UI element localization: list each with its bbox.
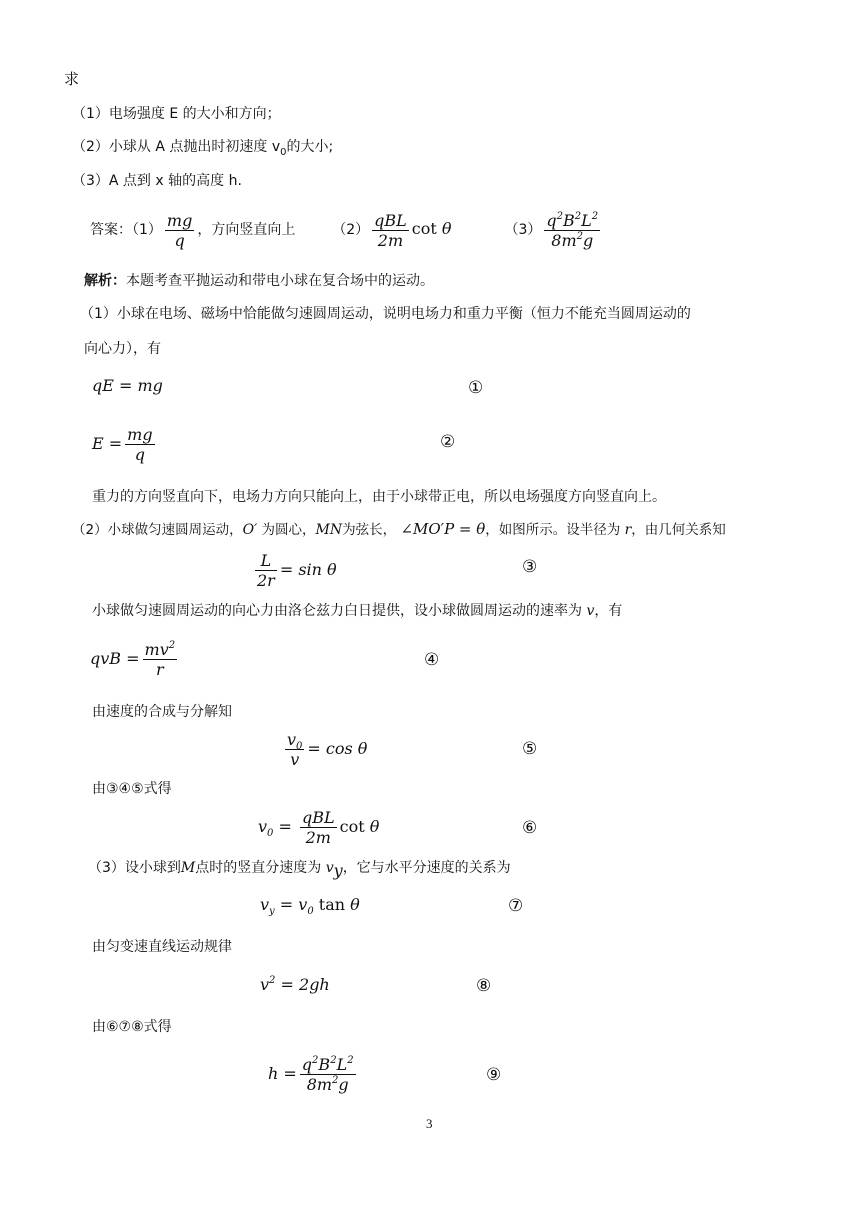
equation-5: $\frac{v_0}{v}$ = cos θ: [287, 730, 368, 769]
mark-9: ⑨: [486, 1065, 502, 1085]
question-3: （3）A 点到 x 轴的高度 h.: [72, 173, 242, 189]
from-345-text: 由③④⑤式得: [92, 781, 172, 797]
mark-8: ⑧: [476, 976, 492, 996]
mark-4: ④: [424, 650, 440, 670]
equation-8: $v^2 = 2gh$: [260, 975, 330, 994]
page-number: 3: [426, 1116, 433, 1131]
answer-1-fraction: $\frac{mg}{q}$: [166, 210, 193, 250]
mark-6: ⑥: [522, 818, 538, 838]
mark-2: ②: [440, 432, 456, 452]
answer-3-fraction: $\frac{q^2B^2L^2}{8m^2g}$: [546, 210, 599, 250]
analysis-line: 解析：本题考查平抛运动和带电小球在复合场中的运动。: [84, 273, 434, 289]
question-2: （2）小球从 A 点抛出时初速度 $v_0$的大小;: [72, 139, 334, 158]
equation-1: qE = mg: [92, 376, 163, 395]
intro-text: 求: [64, 70, 80, 88]
equation-6: $v_0$ = $\frac{\text{qBL}}{2m}$ cot θ: [258, 808, 380, 847]
mark-3: ③: [522, 557, 538, 577]
part-1-line-2: 向心力），有: [84, 341, 161, 357]
equation-7: $v_y = v_0$ tan θ: [260, 895, 360, 917]
part-1-line-1: （1）小球在电场、磁场中恰能做匀速圆周运动，说明电场力和重力平衡（恒力不能充当圆周运动的: [80, 306, 691, 322]
part-3-line: （3）设小球到M点时的竖直分速度为 $v_y$，它与水平分速度的关系为: [88, 860, 511, 880]
uniform-motion-text: 由匀变速直线运动规律: [92, 939, 232, 955]
part-2-line: （2）小球做匀速圆周运动，O′ 为圆心，MN为弦长， ∠MO′P = θ，如图所示。设半径为 r，由几何关系知: [72, 520, 726, 538]
part-2-force-line: 小球做匀速圆周运动的向心力由洛仑兹力白日提供，设小球做圆周运动的速率为 v，有: [92, 603, 623, 619]
mark-7: ⑦: [508, 896, 524, 916]
part-1-conclusion: 重力的方向竖直向下，电场力方向只能向上，由于小球带正电，所以电场强度方向竖直向上。: [92, 489, 666, 505]
question-1: （1）电场强度 E 的大小和方向；: [72, 106, 281, 122]
from-678-text: 由⑥⑦⑧式得: [92, 1019, 172, 1035]
equation-9: h = $\frac{q^2B^2L^2}{8m^2g}$: [268, 1055, 354, 1094]
mark-5: ⑤: [522, 739, 538, 759]
equation-4: qvB = $\frac{mv^2}{r}$: [90, 640, 176, 679]
mark-1: ①: [468, 378, 484, 398]
equation-3: $\frac{L}{2r}$ = sin θ: [257, 551, 337, 590]
answer-2-fraction: $\frac{\text{qBL}}{2m}$: [374, 210, 407, 250]
answer-line: 答案：（1） $\frac{mg}{q}$ ，方向竖直向上 （2） $\frac{\text{qBL}}{2m}$ cot θ （3） $\frac{q^2B^2L^2}{8m^2g}$: [90, 210, 599, 250]
equation-2: E = $\frac{mg}{q}$: [92, 425, 153, 464]
velocity-intro: 由速度的合成与分解知: [92, 704, 232, 720]
